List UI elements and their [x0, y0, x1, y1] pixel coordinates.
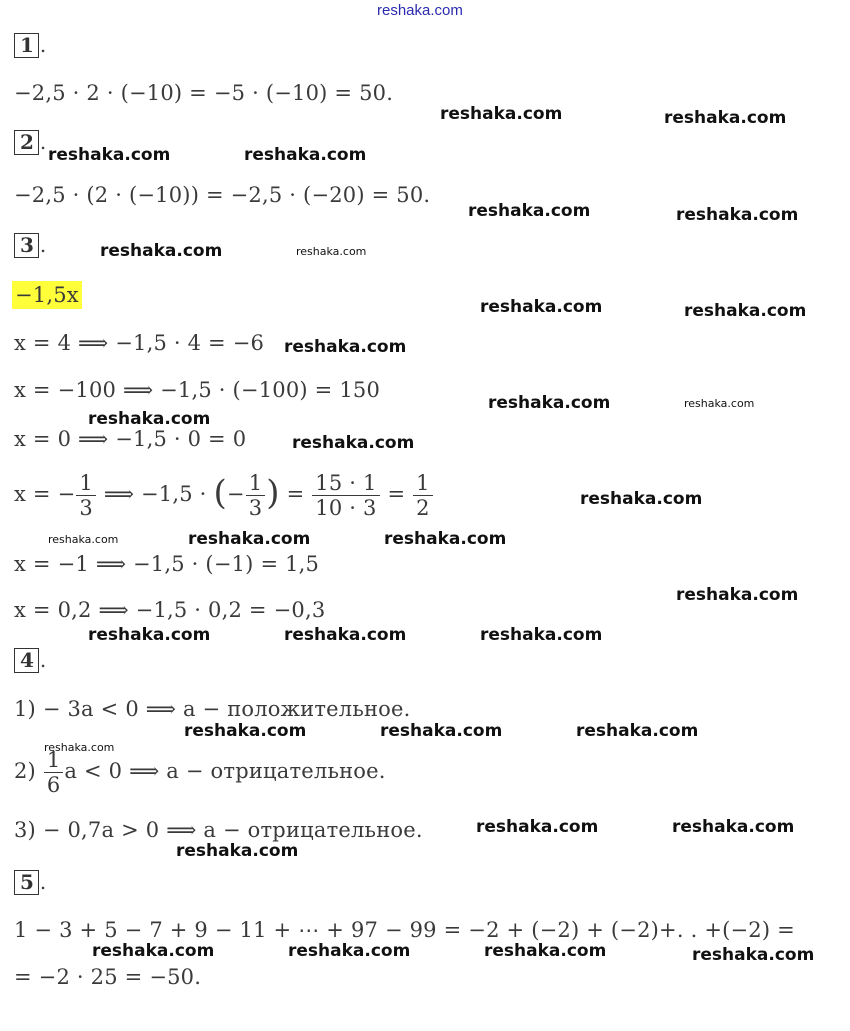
- watermark: reshaka.com: [92, 941, 215, 961]
- task-3-line-4: x = −1 ⟹ −1,5 · (−1) = 1,5: [14, 552, 320, 576]
- watermark: reshaka.com: [48, 145, 171, 165]
- watermark: reshaka.com: [676, 585, 799, 605]
- task-3-line-5: x = 0,2 ⟹ −1,5 · 0,2 = −0,3: [14, 598, 326, 622]
- task-4-line-2: 2) $\frac{1}{6}$ a < 0 ⟹ a − отрицательное.: [14, 748, 386, 797]
- task-3-fraction-line: x = − $\frac{1}{3}$ ⟹ −1,5 · (− $\frac{1}{3}$ ) = $\frac{15 \cdot 1}{10 \cdot 3}$ = $\frac{1}{2}$: [14, 470, 434, 520]
- task-4-number: 4 .: [14, 648, 46, 673]
- watermark: reshaka.com: [440, 104, 563, 124]
- watermark: reshaka.com: [676, 205, 799, 225]
- watermark: reshaka.com: [664, 108, 787, 128]
- watermark: reshaka.com: [284, 337, 407, 357]
- watermark: reshaka.com: [672, 817, 795, 837]
- watermark: reshaka.com: [576, 721, 699, 741]
- task-2-number: 2 .: [14, 130, 46, 155]
- watermark: reshaka.com: [100, 241, 223, 261]
- task-4-line-3: 3) − 0,7a > 0 ⟹ a − отрицательное.: [14, 818, 423, 842]
- watermark: reshaka.com: [684, 397, 755, 410]
- task-2-line: −2,5 · (2 · (−10)) = −2,5 · (−20) = 50.: [14, 183, 431, 207]
- task-3-line-3: x = 0 ⟹ −1,5 · 0 = 0: [14, 427, 247, 451]
- watermark: reshaka.com: [284, 625, 407, 645]
- task-3-line-1: x = 4 ⟹ −1,5 · 4 = −6: [14, 331, 265, 355]
- task-3-expression: −1,5x: [12, 283, 82, 307]
- watermark: reshaka.com: [480, 297, 603, 317]
- watermark: reshaka.com: [484, 941, 607, 961]
- watermark: reshaka.com: [488, 393, 611, 413]
- task-4-line-1: 1) − 3a < 0 ⟹ a − положительное.: [14, 697, 411, 721]
- watermark: reshaka.com: [188, 529, 311, 549]
- task-1-line: −2,5 · 2 · (−10) = −5 · (−10) = 50.: [14, 81, 394, 105]
- watermark: reshaka.com: [292, 433, 415, 453]
- watermark: reshaka.com: [244, 145, 367, 165]
- watermark: reshaka.com: [692, 945, 815, 965]
- watermark: reshaka.com: [184, 721, 307, 741]
- task-3-number: 3 .: [14, 233, 46, 258]
- watermark: reshaka.com: [296, 245, 367, 258]
- watermark: reshaka.com: [480, 625, 603, 645]
- task-5-line-1: 1 − 3 + 5 − 7 + 9 − 11 + ⋯ + 97 − 99 = −2 + (−2) + (−2)+. . +(−2) =: [14, 918, 795, 942]
- task-5-line-2: = −2 · 25 = −50.: [14, 965, 202, 989]
- watermark: reshaka.com: [580, 489, 703, 509]
- task-1-number: 1 .: [14, 33, 46, 58]
- watermark: reshaka.com: [384, 529, 507, 549]
- site-link[interactable]: reshaka.com: [377, 2, 463, 19]
- watermark: reshaka.com: [88, 409, 211, 429]
- watermark: reshaka.com: [476, 817, 599, 837]
- task-3-line-2: x = −100 ⟹ −1,5 · (−100) = 150: [14, 378, 381, 402]
- watermark: reshaka.com: [48, 533, 119, 546]
- watermark: reshaka.com: [44, 741, 115, 754]
- watermark: reshaka.com: [288, 941, 411, 961]
- watermark: reshaka.com: [176, 841, 299, 861]
- task-5-number: 5 .: [14, 870, 46, 895]
- watermark: reshaka.com: [468, 201, 591, 221]
- watermark: reshaka.com: [380, 721, 503, 741]
- watermark: reshaka.com: [684, 301, 807, 321]
- watermark: reshaka.com: [88, 625, 211, 645]
